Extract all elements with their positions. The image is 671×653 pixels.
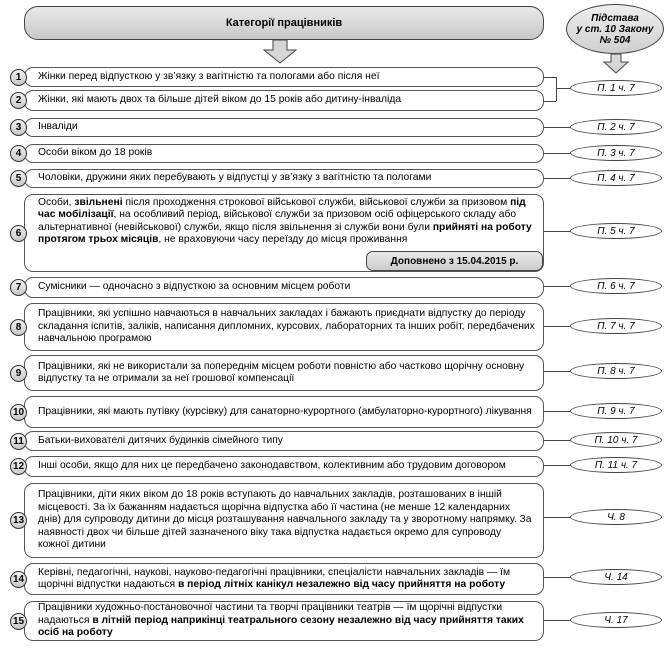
category-number-badge: 1 <box>10 69 27 86</box>
category-text <box>38 489 535 551</box>
category-row-9 <box>24 355 544 391</box>
legal-reference: П. 1 ч. 7 <box>570 80 662 96</box>
category-text <box>38 460 535 472</box>
category-text-segment: Жінки перед відпусткою у зв’язку з вагітністю та пологами або після неї <box>38 70 380 82</box>
reference-connector <box>544 517 570 518</box>
legal-reference: Ч. 17 <box>570 612 662 628</box>
basis-header: Підстава у ст. 10 Закону № 504 <box>566 4 664 54</box>
category-text <box>38 435 535 447</box>
category-text <box>38 94 535 106</box>
category-text-segment: Чоловіки, дружини яких перебувають у відпустці у зв’язку з вагітністю та пологами <box>38 172 432 184</box>
category-text-segment: після проходження строкової військової служби, військової служби за призовом <box>122 197 511 208</box>
reference-connector <box>544 326 570 327</box>
legal-reference: Ч. 14 <box>570 569 662 585</box>
category-row-7 <box>24 277 544 298</box>
category-text <box>38 172 535 184</box>
category-row-12 <box>24 456 544 477</box>
reference-connector <box>544 127 570 128</box>
category-row-10 <box>24 396 544 428</box>
reference-connector <box>544 286 570 287</box>
category-row-2 <box>24 90 544 111</box>
category-text-segment: Жінки, які мають двох та більше дітей віком до 15 років або дитину-інваліда <box>38 94 402 106</box>
category-text-segment: під час мобілізації <box>38 197 526 221</box>
legal-reference: П. 11 ч. 7 <box>570 457 662 473</box>
category-text-segment: Працівники, діти яких віком до 18 років вступають до навчальних закладів, розташованих в іншій місцевості. За їх бажанням надається щорічна відпустка або її частина (не менше 12 календарних днів) для супроводу дитини до місця розташування навчального закладу та у зворотному напрямку. За наявності двох чи більше дітей зазначеного віку така відпустка надається окремо для супроводу кожної дитини <box>38 489 532 551</box>
reference-connector <box>544 577 570 578</box>
reference-connector <box>544 77 556 78</box>
reference-connector <box>544 465 570 466</box>
category-text-segment: в період літніх канікул незалежно від часу прийняття на роботу <box>177 579 506 590</box>
category-text-segment: прийняті на роботу протягом трьох місяців <box>38 221 532 246</box>
reference-connector <box>544 178 570 179</box>
category-text-segment: Сумісники — одночасно з відпусткою за основним місцем роботи <box>38 281 351 293</box>
category-number-badge: 14 <box>10 571 27 588</box>
legal-reference: Ч. 8 <box>570 509 662 525</box>
category-text-segment: звільнені <box>74 197 123 208</box>
categories-header-title: Категорії працівників <box>225 17 343 29</box>
reference-connector <box>544 411 570 412</box>
category-row-1 <box>24 67 544 87</box>
category-text-segment: Працівники, які не використали за попереднім місцем роботи повністю або частково щорічну основну відпустку та не отримали за неї грошової компенсації <box>38 360 525 384</box>
reference-connector <box>544 101 556 102</box>
category-row-5 <box>24 169 544 188</box>
category-row-13 <box>24 483 544 558</box>
category-text <box>38 197 535 247</box>
category-row-3 <box>24 118 544 137</box>
category-text <box>38 602 535 639</box>
category-number-badge: 13 <box>10 512 27 529</box>
category-text <box>38 361 535 386</box>
category-number-badge: 4 <box>10 145 27 162</box>
category-text-segment: Працівники, які успішно навчаються в навчальних закладах і бажають приєднати відпустку до періоду складання іспитів, заліків, написання дипломних, курсових, лабораторних та інших робіт, передбачених навчальною програмою <box>38 308 535 345</box>
category-number-badge: 2 <box>10 92 27 109</box>
category-text-segment: Особи, <box>38 197 75 208</box>
category-number-badge: 8 <box>10 319 27 336</box>
category-number-badge: 10 <box>10 404 27 421</box>
reference-connector <box>544 231 570 232</box>
category-text-segment: , на особливий період, військової служби за призовом осіб офіцерського складу або альтернативної (невійськової) служби, якщо після звільнення зі служби вони були <box>38 209 517 233</box>
legal-reference: П. 3 ч. 7 <box>570 145 662 161</box>
category-text-segment: Працівники, які мають путівку (курсівку) для санаторно-курортного (амбулаторно-курортного) лікування <box>38 405 532 417</box>
category-row-8 <box>24 303 544 351</box>
category-text <box>38 121 535 133</box>
category-number-badge: 3 <box>10 119 27 136</box>
category-number-badge: 9 <box>10 365 27 382</box>
category-text-segment: , не враховуючи часу переїзду до місця проживання <box>158 234 408 246</box>
category-row-11 <box>24 431 544 451</box>
category-text <box>38 567 535 592</box>
category-text-segment: Батьки-вихователі дитячих будинків сімейного типу <box>38 434 283 446</box>
legal-reference: П. 5 ч. 7 <box>570 223 662 239</box>
category-text <box>38 281 535 293</box>
category-number-badge: 6 <box>10 225 27 242</box>
category-text <box>38 71 535 83</box>
reference-connector <box>556 88 570 89</box>
category-text-segment: Інші особи, якщо для них це передбачено законодавством, колективним або трудовим договором <box>38 460 506 472</box>
legal-reference: П. 8 ч. 7 <box>570 363 662 379</box>
basis-down-arrow <box>601 54 631 74</box>
category-text-segment: Інваліди <box>38 121 78 133</box>
category-number-badge: 5 <box>10 170 27 187</box>
legal-reference: П. 2 ч. 7 <box>570 119 662 135</box>
category-row-4 <box>24 144 544 163</box>
category-row-14 <box>24 563 544 595</box>
category-row-15 <box>24 601 544 641</box>
category-text-segment: в літній період наприкінці театрального сезону незалежно від часу прийняття таких осіб на роботу <box>38 614 524 639</box>
amendment-note: Доповнено з 15.04.2015 р. <box>366 251 543 271</box>
reference-connector <box>544 153 570 154</box>
category-text-segment: Особи віком до 18 років <box>38 147 153 159</box>
reference-connector <box>544 440 570 441</box>
category-number-badge: 7 <box>10 279 27 296</box>
legal-reference: П. 6 ч. 7 <box>570 278 662 294</box>
reference-connector <box>544 620 570 621</box>
category-text <box>38 308 535 345</box>
category-text-segment: Працівники художньо-постановочної частини та творчі працівники театрів — їм щорічні відпустки надаються <box>38 602 503 626</box>
header-down-arrow <box>260 40 300 64</box>
legal-reference: П. 9 ч. 7 <box>570 403 662 419</box>
reference-connector <box>544 371 570 372</box>
legal-reference: П. 7 ч. 7 <box>570 318 662 334</box>
category-number-badge: 11 <box>10 433 27 450</box>
category-number-badge: 15 <box>10 613 27 630</box>
categories-header <box>24 6 544 40</box>
category-text <box>38 406 535 418</box>
category-text <box>38 147 535 159</box>
category-text-segment: Керівні, педагогічні, наукові, науково-педагогічні працівники, спеціалісти навчальних закладів — їм щорічні відпустки надаються <box>38 566 511 590</box>
legal-reference: П. 4 ч. 7 <box>570 170 662 186</box>
category-number-badge: 12 <box>10 458 27 475</box>
legal-reference: П. 10 ч. 7 <box>570 432 662 448</box>
